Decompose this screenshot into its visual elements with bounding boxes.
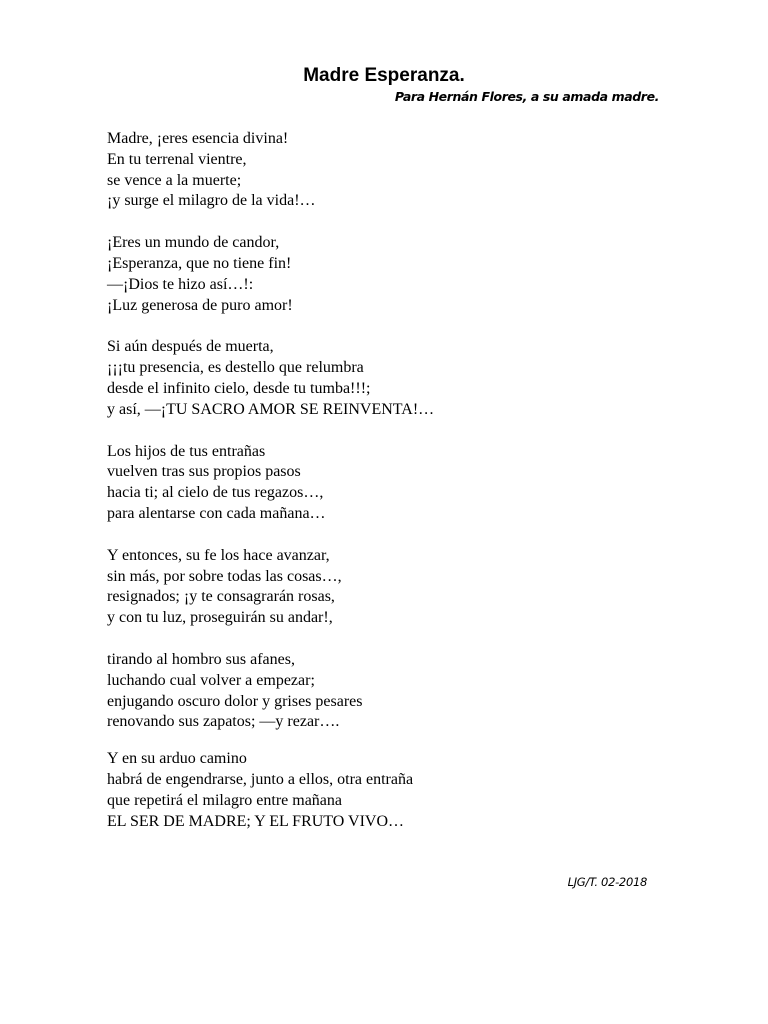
stanza-4 [107, 442, 667, 525]
poem-line: vuelven tras sus propios pasos [107, 463, 301, 481]
poem-line: Los hijos de tus entrañas [107, 442, 266, 460]
poem-line: Si aún después de muerta, [107, 338, 274, 356]
poem-line: resignados; ¡y te consagrarán rosas, [107, 588, 335, 606]
poem-line: Y entonces, su fe los hace avanzar, [107, 546, 330, 564]
poem-line: —¡Dios te hizo así…!: [107, 275, 254, 293]
stanza-7 [107, 749, 667, 832]
poem-line: Madre, ¡eres esencia divina! [107, 130, 289, 147]
stanza-2 [107, 233, 667, 316]
poem-line: ¡Esperanza, que no tiene fin! [107, 254, 292, 272]
poem-body [107, 129, 667, 853]
poem-line: se vence a la muerte; [107, 171, 242, 189]
poem-line: ¡Luz generosa de puro amor! [107, 296, 293, 314]
poem-line: que repetirá el milagro entre mañana [107, 791, 342, 809]
poem-dedication: Para Hernán Flores, a su amada madre. [394, 89, 659, 104]
stanza-1 [107, 129, 667, 212]
poem-line: ¡¡¡tu presencia, es destello que relumbra [107, 359, 364, 377]
poem-line: para alentarse con cada mañana… [107, 504, 326, 522]
poem-line: luchando cual volver a empezar; [107, 671, 315, 689]
stanza-3 [107, 337, 667, 420]
poem-title: Madre Esperanza. [303, 65, 465, 86]
poem-line: desde el infinito cielo, desde tu tumba!!!; [107, 379, 371, 397]
poem-line: ¡Eres un mundo de candor, [107, 234, 280, 252]
poem-line: enjugando oscuro dolor y grises pesares [107, 692, 363, 710]
stanza-5 [107, 546, 667, 629]
poem-line: EL SER DE MADRE; Y EL FRUTO VIVO… [107, 812, 405, 830]
poem-signature: LJG/T. 02-2018 [567, 875, 647, 889]
poem-line: Y en su arduo camino [107, 750, 247, 768]
poem-line: renovando sus zapatos; —y rezar…. [107, 713, 340, 731]
poem-line: sin más, por sobre todas las cosas…, [107, 567, 342, 585]
poem-line: y así, —¡TU SACRO AMOR SE REINVENTA!… [107, 400, 435, 418]
poem-line: habrá de engendrarse, junto a ellos, otra entraña [107, 770, 414, 788]
poem-line: tirando al hombro sus afanes, [107, 650, 295, 668]
poem-line: En tu terrenal vientre, [107, 150, 247, 168]
poem-line: ¡y surge el milagro de la vida!… [107, 192, 316, 210]
poem-line: hacia ti; al cielo de tus regazos…, [107, 484, 324, 502]
stanza-6 [107, 650, 667, 733]
poem-line: y con tu luz, proseguirán su andar!, [107, 609, 333, 627]
